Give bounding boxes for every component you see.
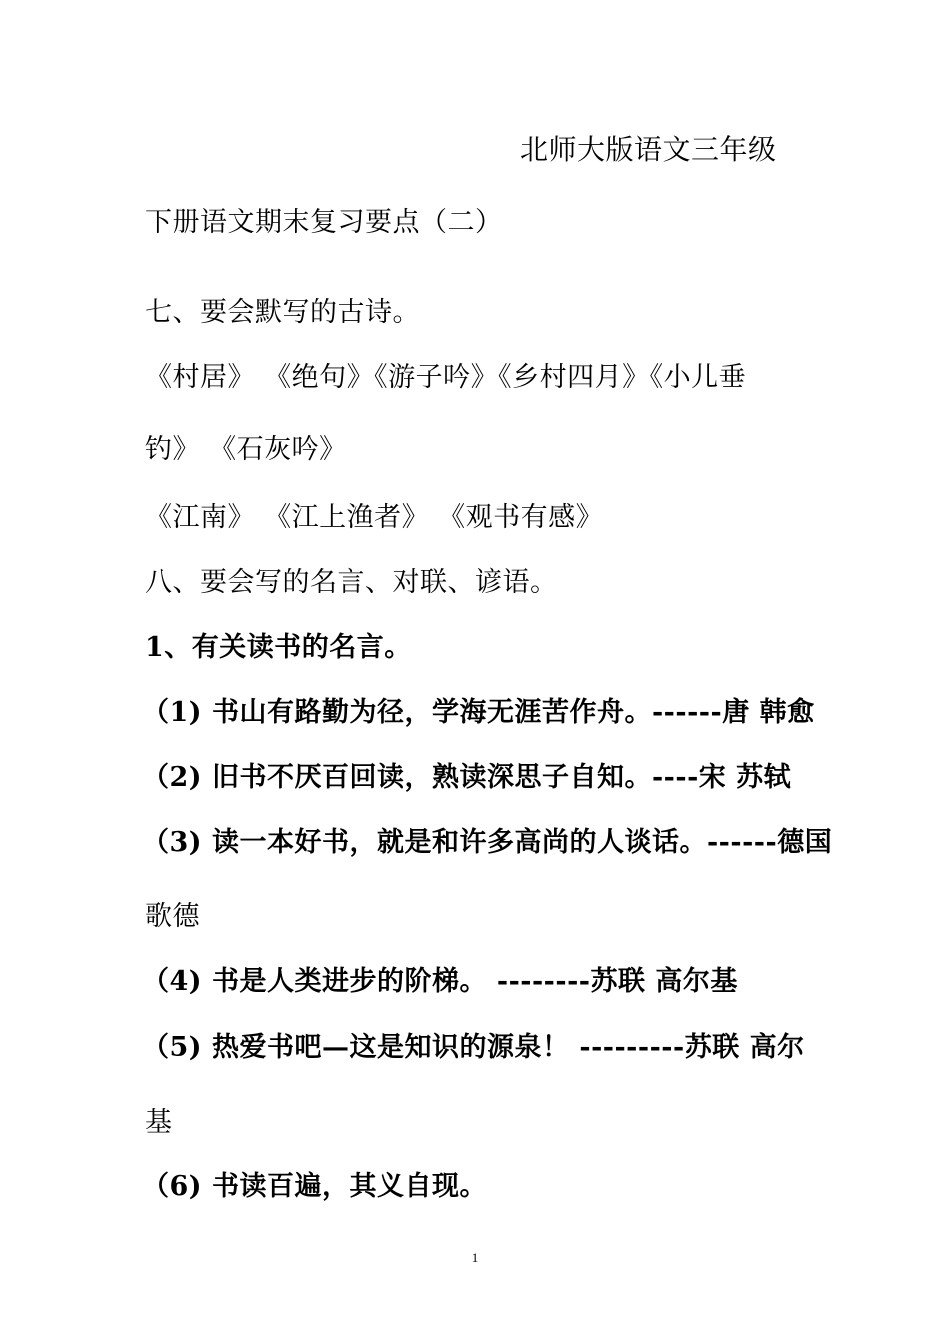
quote-line-1: （1) 书山有路勤为径，学海无涯苦作舟。------唐 韩愈 <box>142 697 815 728</box>
quote-line-5-continued: 基 <box>145 1107 173 1138</box>
quote-line-4: （4) 书是人类进步的阶梯。 --------苏联 高尔基 <box>142 966 738 997</box>
quote-line-6: （6) 书读百遍，其义自现。 <box>142 1171 487 1202</box>
section-8-heading: 八、要会写的名言、对联、谚语。 <box>145 567 558 598</box>
subsection-1-heading: 1、有关读书的名言。 <box>145 632 412 663</box>
poem-list-line-3: 《江南》 《江上渔者》 《观书有感》 <box>145 502 604 533</box>
poem-list-line-1: 《村居》 《绝句》《游子吟》《乡村四月》《小儿垂 <box>145 362 747 393</box>
title-line-2: 下册语文期末复习要点（二） <box>145 207 503 238</box>
quote-line-3-continued: 歌德 <box>145 901 200 932</box>
poem-list-line-2: 钓》 《石灰吟》 <box>145 434 347 465</box>
quote-line-3: （3) 读一本好书，就是和许多高尚的人谈话。------德国 <box>142 827 833 858</box>
page-number: 1 <box>471 1250 479 1265</box>
section-7-heading: 七、要会默写的古诗。 <box>145 297 420 328</box>
quote-line-5: （5) 热爱书吧—这是知识的源泉！ ---------苏联 高尔 <box>142 1032 805 1063</box>
title-line-1: 北师大版语文三年级 <box>520 133 777 166</box>
quote-line-2: （2) 旧书不厌百回读，熟读深思子自知。----宋 苏轼 <box>142 762 792 793</box>
